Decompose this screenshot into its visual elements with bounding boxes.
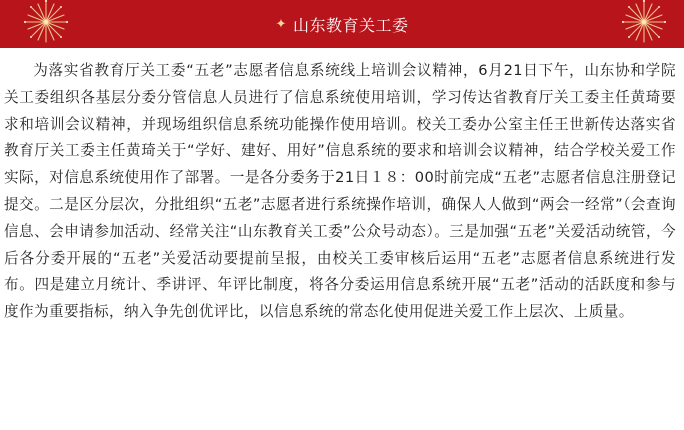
banner-title-text: 山东教育关工委: [292, 15, 409, 35]
star-icon: ✦: [275, 16, 287, 32]
header-banner: [0, 0, 684, 48]
article-paragraph: 为落实省教育厅关工委“五老”志愿者信息系统线上培训会议精神，6月21日下午，山东协和学院关工委组织各基层分委分管信息人员进行了信息系统使用培训，学习传达省教育厅关工委主任黄琦要求和培训会议精神，并现场组织信息系统功能操作使用培训。校关工委办公室主任王世新传达落实省教育厅关工委主任黄琦关于“学好、建好、用好”信息系统的要求和培训会议精神，结合学校关爱工作实际，对信息系统使用作了部署。一是各分委务于21日１８：00时前完成“五老”志愿者信息注册登记提交。二是区分层次，分批组织“五老”志愿者进行系统操作培训，确保人人做到“两会一经常”（会查询信息、会申请参加活动、经常关注“山东教育关工委”公众号动态）。三是加强“五老”关爱活动统管，今后各分委开展的“五老”关爱活动要提前呈报，由校关工委审核后运用“五老”志愿者信息系统进行发布。四是建立月统计、季讲评、年评比制度，将各分委运用信息系统开展“五老”活动的活跃度和参与度作为重要指标，纳入争先创优评比，以信息系统的常态化使用促进关爱工作上层次、上质量。: [4, 62, 676, 321]
banner-title: [276, 13, 409, 36]
firework-decoration-icon: [14, 0, 78, 48]
article-body: [0, 58, 684, 326]
firework-decoration-icon: [612, 0, 676, 48]
